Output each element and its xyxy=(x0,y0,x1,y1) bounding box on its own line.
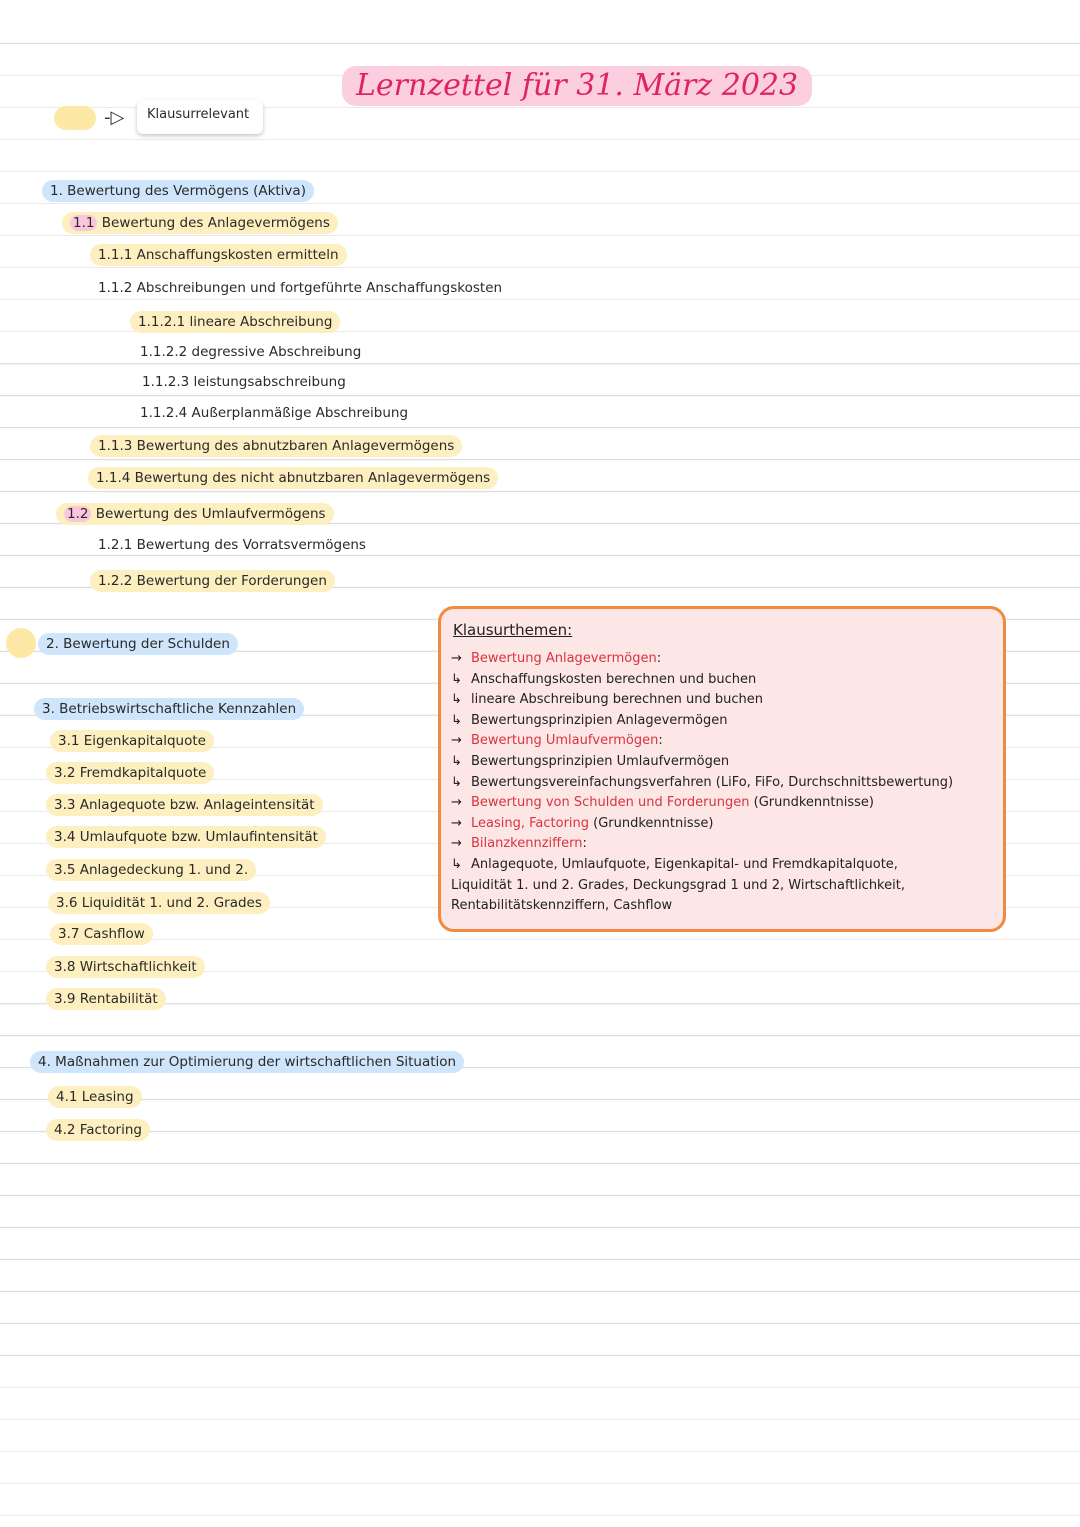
outline-item: 3.3 Anlagequote bzw. Anlageintensität xyxy=(46,794,323,816)
arrow-return-icon: ↳ xyxy=(451,856,462,872)
outline-item: 3.7 Cashflow xyxy=(50,923,153,945)
exam-topic-line: ↳ lineare Abschreibung berechnen und buchen xyxy=(451,690,953,711)
exam-topic-line: ↳ Bewertungsvereinfachungsverfahren (LiFo, FiFo, Durchschnittsbewertung) xyxy=(451,773,953,794)
exam-topic-line: → Bilanzkennziffern: xyxy=(451,834,953,855)
arrow-return-icon: ↳ xyxy=(451,753,462,769)
exam-topic-line: ↳ Bewertungsprinzipien Umlaufvermögen xyxy=(451,752,953,773)
outline-item: 3.1 Eigenkapitalquote xyxy=(50,730,214,752)
outline-item: 2. Bewertung der Schulden xyxy=(38,633,238,655)
exam-topic-line: ↳ Anlagequote, Umlaufquote, Eigenkapital- und Fremdkapitalquote, xyxy=(451,855,953,876)
outline-item-label: Bewertung des Umlaufvermögens xyxy=(91,506,326,522)
exam-topic-line: → Bewertung Umlaufvermögen: xyxy=(451,731,953,752)
arrow-return-icon: ↳ xyxy=(451,712,462,728)
outline-item: 3.2 Fremdkapitalquote xyxy=(46,762,214,784)
arrow-right-icon: → xyxy=(451,795,462,811)
exam-topic-line: Rentabilitätskennziffern, Cashflow xyxy=(451,898,673,914)
arrow-right-icon: → xyxy=(451,815,462,831)
outline-item: 1.1.4 Bewertung des nicht abnutzbaren Anlagevermögens xyxy=(88,467,498,489)
outline-item: 3.6 Liquidität 1. und 2. Grades xyxy=(48,892,270,914)
arrow-return-icon: ↳ xyxy=(451,671,462,687)
legend-highlight-swatch xyxy=(54,106,96,130)
exam-topic-line: → Leasing, Factoring (Grundkenntnisse) xyxy=(451,814,953,835)
outline-item: 1.1.2.4 Außerplanmäßige Abschreibung xyxy=(140,405,409,421)
exam-topics-list xyxy=(451,649,953,917)
outline-item: 1.1.2.2 degressive Abschreibung xyxy=(140,344,362,360)
exam-topics-box xyxy=(438,606,1006,932)
arrow-right-icon: → xyxy=(451,651,462,666)
outline-item: 1.1.2.1 lineare Abschreibung xyxy=(130,311,340,333)
outline-item: 4.1 Leasing xyxy=(48,1086,142,1108)
legend-arrow-icon: -▷ xyxy=(104,107,125,128)
exam-topic-line: ↳ Anschaffungskosten berechnen und buchen xyxy=(451,670,953,691)
outline-item xyxy=(62,212,338,234)
outline-item: 3. Betriebswirtschaftliche Kennzahlen xyxy=(34,698,304,720)
outline-item: 3.9 Rentabilität xyxy=(46,988,166,1010)
outline-item: 1.1.3 Bewertung des abnutzbaren Anlagevermögens xyxy=(90,435,462,457)
outline-item: 3.4 Umlaufquote bzw. Umlaufintensität xyxy=(46,826,326,848)
exam-topic-line: Liquidität 1. und 2. Grades, Deckungsgrad 1 und 2, Wirtschaftlichkeit, xyxy=(451,877,905,893)
outline-item xyxy=(56,503,334,525)
outline-item: 4.2 Factoring xyxy=(46,1119,150,1141)
arrow-return-icon: ↳ xyxy=(451,774,462,790)
outline-item: 3.5 Anlagedeckung 1. und 2. xyxy=(46,859,256,881)
outline-item: 3.8 Wirtschaftlichkeit xyxy=(46,956,205,978)
exam-topic-line: → Bewertung von Schulden und Forderungen (Grundkenntnisse) xyxy=(451,793,953,814)
arrow-return-icon: ↳ xyxy=(451,692,462,708)
outline-item-number: 1.2 xyxy=(64,506,91,522)
outline-item: 1. Bewertung des Vermögens (Aktiva) xyxy=(42,180,314,202)
outline-item-number: 1.1 xyxy=(70,215,97,231)
arrow-right-icon: → xyxy=(451,733,462,749)
exam-topic-line: → Bewertung Anlagevermögen: xyxy=(451,649,953,670)
outline-item: 1.1.2 Abschreibungen und fortgeführte Anschaffungskosten xyxy=(98,280,503,296)
highlight-dot xyxy=(6,628,36,658)
outline-item: 1.1.1 Anschaffungskosten ermitteln xyxy=(90,244,347,266)
outline-item: 1.1.2.3 leistungsabschreibung xyxy=(142,374,346,390)
exam-topic-line: ↳ Bewertungsprinzipien Anlagevermögen xyxy=(451,711,953,732)
outline-item: 1.2.2 Bewertung der Forderungen xyxy=(90,570,335,592)
outline-item: 1.2.1 Bewertung des Vorratsvermögens xyxy=(98,537,366,553)
outline-item-label: Bewertung des Anlagevermögens xyxy=(97,215,330,231)
arrow-right-icon: → xyxy=(451,836,462,852)
legend-label: Klausurrelevant xyxy=(137,100,263,134)
exam-topics-title: Klausurthemen: xyxy=(453,621,573,639)
outline-item: 4. Maßnahmen zur Optimierung der wirtschaftlichen Situation xyxy=(30,1051,464,1073)
page-title: Lernzettel für 31. März 2023 xyxy=(342,66,812,106)
